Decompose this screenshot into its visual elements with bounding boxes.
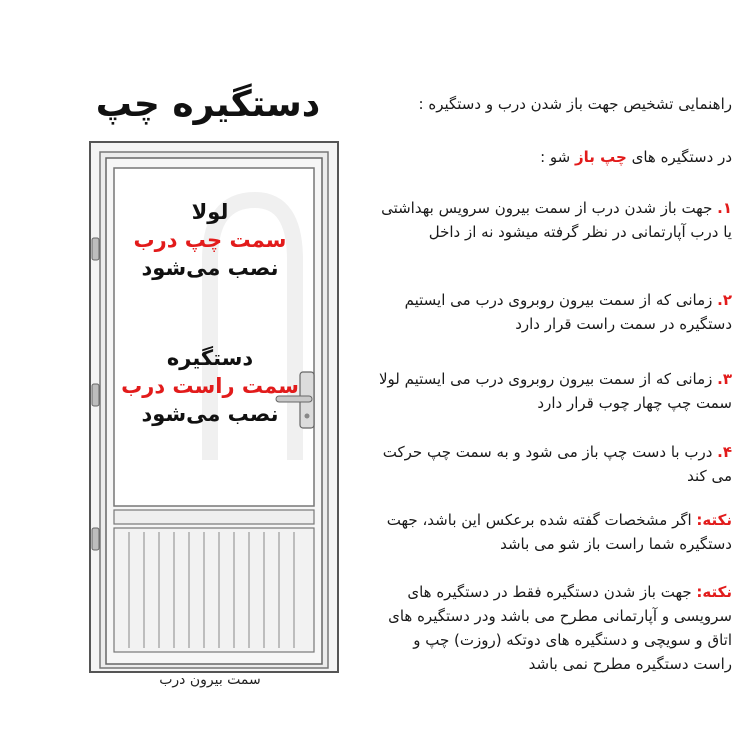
handle-side-label xyxy=(110,344,310,428)
subheading-highlight: چپ باز xyxy=(575,148,627,166)
item-number: ۳ xyxy=(722,370,732,388)
note-label: نکته: xyxy=(696,583,732,601)
guide-item-2: ۲. زمانی که از سمت بیرون روبروی درب می ایستیم دستگیره در سمت راست قرار دارد xyxy=(404,291,732,333)
guide-item-3: ۳. زمانی که از سمت بیرون روبروی درب می ایستیم لولا سمت چپ چهار چوب قرار دارد xyxy=(378,370,732,412)
item-number: ۴ xyxy=(722,443,732,461)
item-text: جهت باز شدن درب از سمت بیرون سرویس بهداشتی یا درب آپارتمانی در نظر گرفته میشود نه از داخل xyxy=(381,199,732,241)
note-text: جهت باز شدن دستگیره فقط در دستگیره های سرویسی و آپارتمانی مطرح می باشد ودر دستگیره های اتاق و سویچی و دستگیره های دوتکه (روزت) چپ و راست دستگیره مطرح نمی باشد xyxy=(388,583,732,673)
item-text: زمانی که از سمت بیرون روبروی درب می ایستیم دستگیره در سمت راست قرار دارد xyxy=(404,291,732,333)
handle-label-line2: سمت راست درب xyxy=(121,374,299,398)
guide-intro: راهنمایی تشخیص جهت باز شدن درب و دستگیره : xyxy=(418,95,732,113)
page-title: دستگیره چپ xyxy=(95,84,321,125)
subheading-after: شو : xyxy=(540,148,576,166)
subheading-before: در دستگیره های xyxy=(626,148,732,166)
handle-label-line3: نصب می‌شود xyxy=(141,402,279,426)
note-text: اگر مشخصات گفته شده برعکس این باشد، جهت دستگیره شما راست باز شو می باشد xyxy=(386,511,732,553)
hinge-label-line2: سمت چپ درب xyxy=(133,228,287,252)
hinge-label-line1: لولا xyxy=(191,200,229,224)
item-text: زمانی که از سمت بیرون روبروی درب می ایستیم لولا سمت چپ چهار چوب قرار دارد xyxy=(378,370,732,412)
hinge-label-line3: نصب می‌شود xyxy=(141,256,279,280)
item-text: درب با دست چپ باز می شود و به سمت چپ حرکت می کند xyxy=(382,443,732,485)
item-number: ۲ xyxy=(722,291,732,309)
hinge-side-label xyxy=(110,198,310,282)
guide-note-2 xyxy=(372,580,732,676)
handle-label-line1: دستگیره xyxy=(166,346,254,370)
guide-item-4: ۴. درب با دست چپ باز می شود و به سمت چپ حرکت می کند xyxy=(382,443,732,485)
guide-subheading xyxy=(372,145,732,169)
guide-note-1 xyxy=(372,508,732,556)
item-number: ۱ xyxy=(722,199,732,217)
note-label: نکته: xyxy=(696,511,732,529)
mid-rail xyxy=(114,510,314,524)
door-caption: سمت بیرون درب xyxy=(159,672,261,688)
guide-item-1: ۱. جهت باز شدن درب از سمت بیرون سرویس بهداشتی یا درب آپارتمانی در نظر گرفته میشود نه از داخل xyxy=(381,199,732,241)
